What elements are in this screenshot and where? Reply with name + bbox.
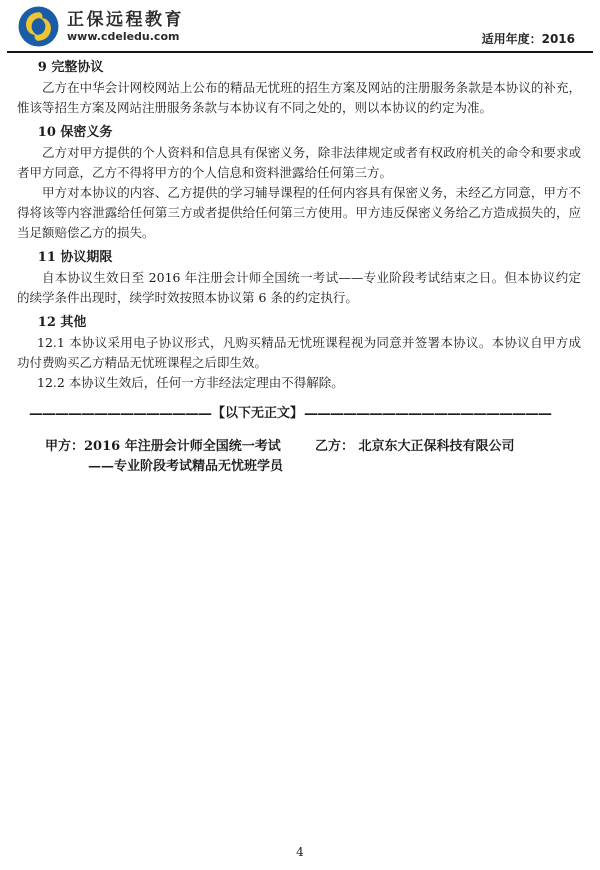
brand-url: www.cdeledu.com (67, 30, 180, 43)
separator-dash-right: ——————————————————— (304, 406, 552, 422)
party-b-signature: 乙方： 北京东大正保科技有限公司 (315, 439, 515, 454)
section-9-paragraph: 乙方在中华会计网校网站上公布的精品无忧班的招生方案及网站的注册服务条款是本协议的补充，惟该等招生方案及网站注册服务条款与本协议有不同之处的，则以本协议的约定为准。 (17, 80, 581, 115)
separator-dash-left: —————————————— (29, 406, 211, 422)
section-10-paragraph: 甲方对本协议的内容、乙方提供的学习辅导课程的任何内容具有保密义务，未经乙方同意，甲方不得将该等内容泄露给任何第三方或者提供给任何第三方使用。甲方违反保密义务给乙方造成损失的，应当足额赔偿乙方的损失。 (17, 185, 581, 240)
party-a-line2: ——专业阶段考试精品无忧班学员 (88, 459, 284, 474)
page-number: 4 (296, 845, 304, 859)
section-10-paragraph: 乙方对甲方提供的个人资料和信息具有保密义务，除非法律规定或者有权政府机关的命令和要求或者甲方同意，乙方不得将甲方的个人信息和资料泄露给任何第三方。 (17, 145, 581, 180)
signature-block (17, 437, 581, 477)
party-a-signature (45, 437, 283, 477)
section-12-paragraph: 12.2 本协议生效后，任何一方非经法定理由不得解除。 (37, 375, 344, 390)
section-12-paragraph: 12.1 本协议采用电子协议形式，凡购买精品无忧班课程视为同意并签署本协议。本协议自甲方成功付费购买乙方精品无忧班课程之后即生效。 (17, 335, 581, 370)
page-header (0, 0, 600, 51)
party-a-line1: 甲方：2016 年注册会计师全国统一考试 (45, 439, 281, 454)
hands-swirl-logo-icon (18, 6, 59, 47)
applicable-year-label: 适用年度：2016 (481, 32, 575, 46)
no-more-text-separator (29, 404, 581, 424)
section-11-paragraph: 自本协议生效日至 2016 年注册会计师全国统一考试——专业阶段考试结束之日。但本协议约定的续学条件出现时，续学时效按照本协议第 6 条的约定执行。 (17, 270, 581, 305)
brand-text (67, 10, 184, 43)
agreement-body (0, 53, 600, 477)
section-10-heading: 10 保密义务 (37, 125, 113, 140)
brand-name: 正保远程教育 (67, 10, 184, 30)
section-9-heading: 9 完整协议 (37, 60, 104, 75)
section-12-heading: 12 其他 (37, 315, 87, 330)
brand-logo (18, 6, 184, 47)
separator-label: 【以下无正文】 (212, 406, 304, 421)
section-11-heading: 11 协议期限 (37, 250, 113, 265)
